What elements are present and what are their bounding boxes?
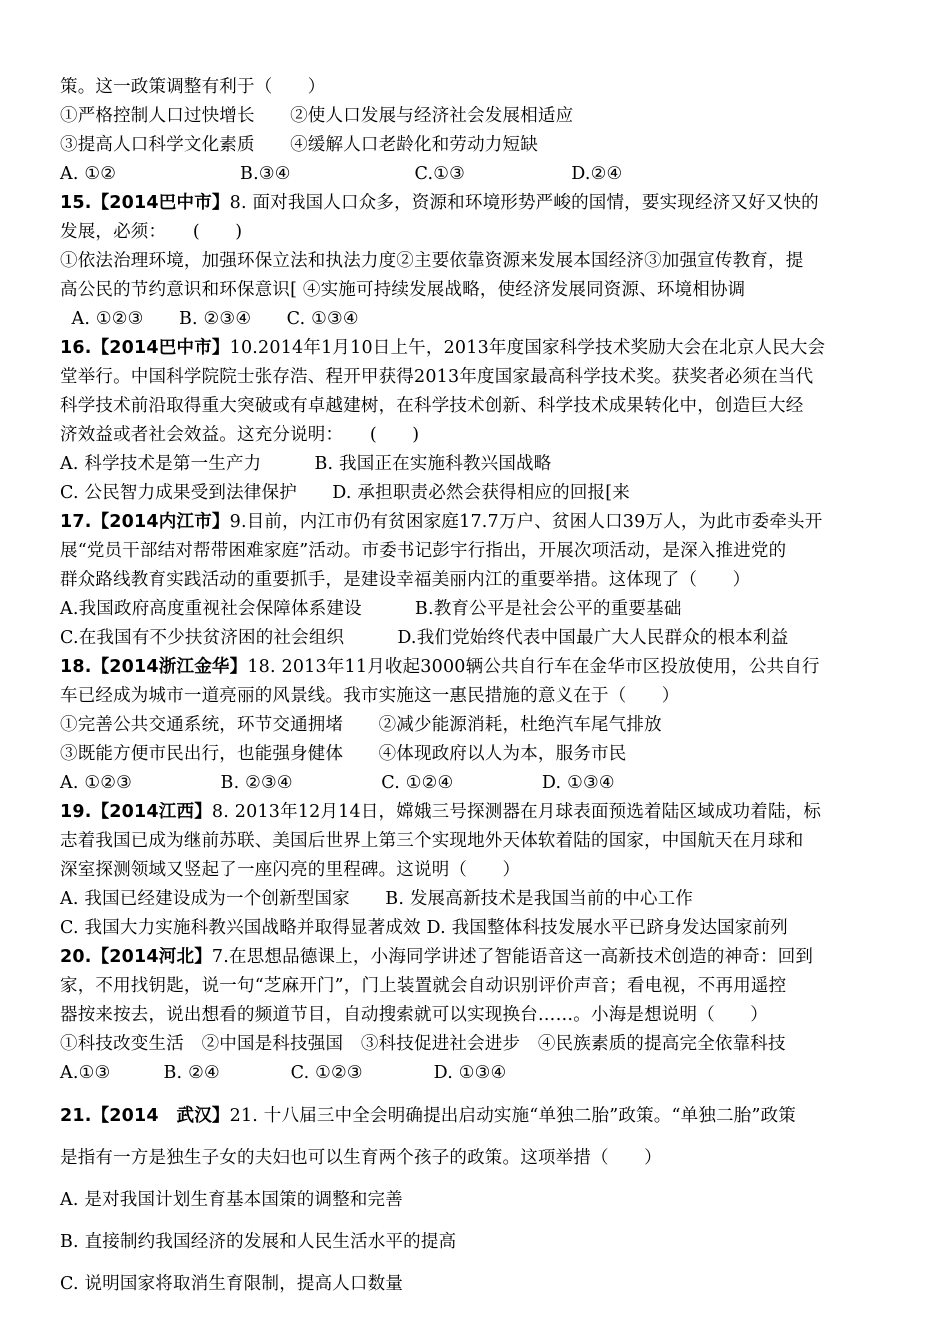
text-line: 展“党员干部结对帮带困难家庭”活动。市委书记彭宇行指出，开展次项活动，是深入推进党的: [60, 541, 787, 561]
text-line: C. 公民智力成果受到法律保护 D. 承担职责必然会获得相应的回报[来: [60, 483, 630, 503]
text-line: ③提高人口科学文化素质 ④缓解人口老龄化和劳动力短缺: [60, 135, 538, 155]
text-line: 家，不用找钥匙，说一句“芝麻开门”，门上装置就会自动识别评价声音；看电视，不再用遥控: [60, 976, 787, 996]
question-source: 18.【2014浙江金华】: [60, 657, 248, 677]
text-line: 高公民的节约意识和环保意识[ ④实施可持续发展战略，使经济发展同资源、环境相协调: [60, 280, 746, 300]
text-line: ①依法治理环境，加强环保立法和执法力度②主要依靠资源来发展本国经济③加强宣传教育，提: [60, 251, 804, 271]
question-15-line: [60, 189, 910, 218]
text-line: 器按来按去，说出想看的频道节目，自动搜索就可以实现换台……。小海是想说明（ ）: [60, 1005, 768, 1025]
question-source: 16.【2014巴中市】: [60, 338, 230, 358]
text-line: B. 直接制约我国经济的发展和人民生活水平的提高: [60, 1232, 457, 1252]
text-line: A. 科学技术是第一生产力 B. 我国正在实施科教兴国战略: [60, 454, 552, 474]
question-source: 20.【2014河北】: [60, 947, 212, 967]
text-span: 18. 2013年11月收起3000辆公共自行车在金华市区投放使用，公共自行: [247, 657, 820, 677]
text-span: 21. 十八届三中全会明确提出启动实施“单独二胎”政策。“单独二胎”政策: [229, 1106, 796, 1126]
text-line: A.我国政府高度重视社会保障体系建设 B.教育公平是社会公平的重要基础: [60, 599, 682, 619]
text-line: C. 我国大力实施科教兴国战略并取得显著成效 D. 我国整体科技发展水平已跻身发达国家前列: [60, 918, 788, 938]
text-line: C. 说明国家将取消生育限制，提高人口数量: [60, 1274, 404, 1294]
text-line: 深室探测领域又竖起了一座闪亮的里程碑。这说明（ ）: [60, 860, 521, 880]
text-line: A. ①② B.③④ C.①③ D.②④: [60, 164, 623, 184]
text-line: ①科技改变生活 ②中国是科技强国 ③科技促进社会进步 ④民族素质的提高完全依靠科技: [60, 1034, 786, 1054]
text-line: 志着我国已成为继前苏联、美国后世界上第三个实现地外天体软着陆的国家，中国航天在月球和: [60, 831, 804, 851]
text-line: A. ①②③ B. ②③④ C. ①③④: [60, 309, 359, 329]
question-source: 15.【2014巴中市】: [60, 193, 230, 213]
text-line: 群众路线教育实践活动的重要抓手，是建设幸福美丽内江的重要举措。这体现了（ ）: [60, 570, 751, 590]
text-line: ①完善公共交通系统，环节交通拥堵 ②减少能源消耗，杜绝汽车尾气排放: [60, 715, 662, 735]
text-line: ③既能方便市民出行，也能强身健体 ④体现政府以人为本，服务市民: [60, 744, 627, 764]
question-18-line: [60, 653, 910, 682]
text-line: 策。这一政策调整有利于（ ）: [60, 77, 326, 97]
text-line: 车已经成为城市一道亮丽的风景线。我市实施这一惠民措施的意义在于（ ）: [60, 686, 680, 706]
text-line: 是指有一方是独生子女的夫妇也可以生育两个孩子的政策。这项举措（ ）: [60, 1148, 662, 1168]
text-line: A.①③ B. ②④ C. ①②③ D. ①③④: [60, 1063, 507, 1083]
question-19-line: [60, 798, 910, 827]
text-line: 济效益或者社会效益。这充分说明： ( ): [60, 425, 420, 445]
text-line: A. ①②③ B. ②③④ C. ①②④ D. ①③④: [60, 773, 615, 793]
question-17-line: [60, 508, 910, 537]
text-span: 8. 2013年12月14日，嫦娥三号探测器在月球表面预选着陆区域成功着陆，标: [211, 802, 822, 822]
text-line: 科学技术前沿取得重大突破或有卓越建树，在科学技术创新、科学技术成果转化中，创造巨大经: [60, 396, 804, 416]
question-21-line: [60, 1102, 910, 1131]
text-line: 堂举行。中国科学院院士张存浩、程开甲获得2013年度国家最高科学技术奖。获奖者必须在当代: [60, 367, 814, 387]
text-span: 7.在思想品德课上，小海同学讲述了智能语音这一高新技术创造的神奇：回到: [211, 947, 814, 967]
text-line: C.在我国有不少扶贫济困的社会组织 D.我们党始终代表中国最广大人民群众的根本利益: [60, 628, 789, 648]
text-line: ①严格控制人口过快增长 ②使人口发展与经济社会发展相适应: [60, 106, 574, 126]
text-span: 9.目前，内江市仍有贫困家庭17.7万户、贫困人口39万人，为此市委牵头开: [229, 512, 823, 532]
text-span: 8. 面对我国人口众多，资源和环境形势严峻的国情，要实现经济又好又快的: [229, 193, 819, 213]
question-16-line: [60, 334, 910, 363]
text-line: 发展，必须： ( ): [60, 222, 243, 242]
text-span: 10.2014年1月10日上午，2013年度国家科学技术奖励大会在北京人民大会: [229, 338, 826, 358]
question-20-line: [60, 943, 910, 972]
text-line: A. 我国已经建设成为一个创新型国家 B. 发展高新技术是我国当前的中心工作: [60, 889, 694, 909]
question-source: 21.【2014 武汉】: [60, 1106, 230, 1126]
question-source: 19.【2014江西】: [60, 802, 212, 822]
question-source: 17.【2014内江市】: [60, 512, 230, 532]
text-line: A. 是对我国计划生育基本国策的调整和完善: [60, 1190, 403, 1210]
